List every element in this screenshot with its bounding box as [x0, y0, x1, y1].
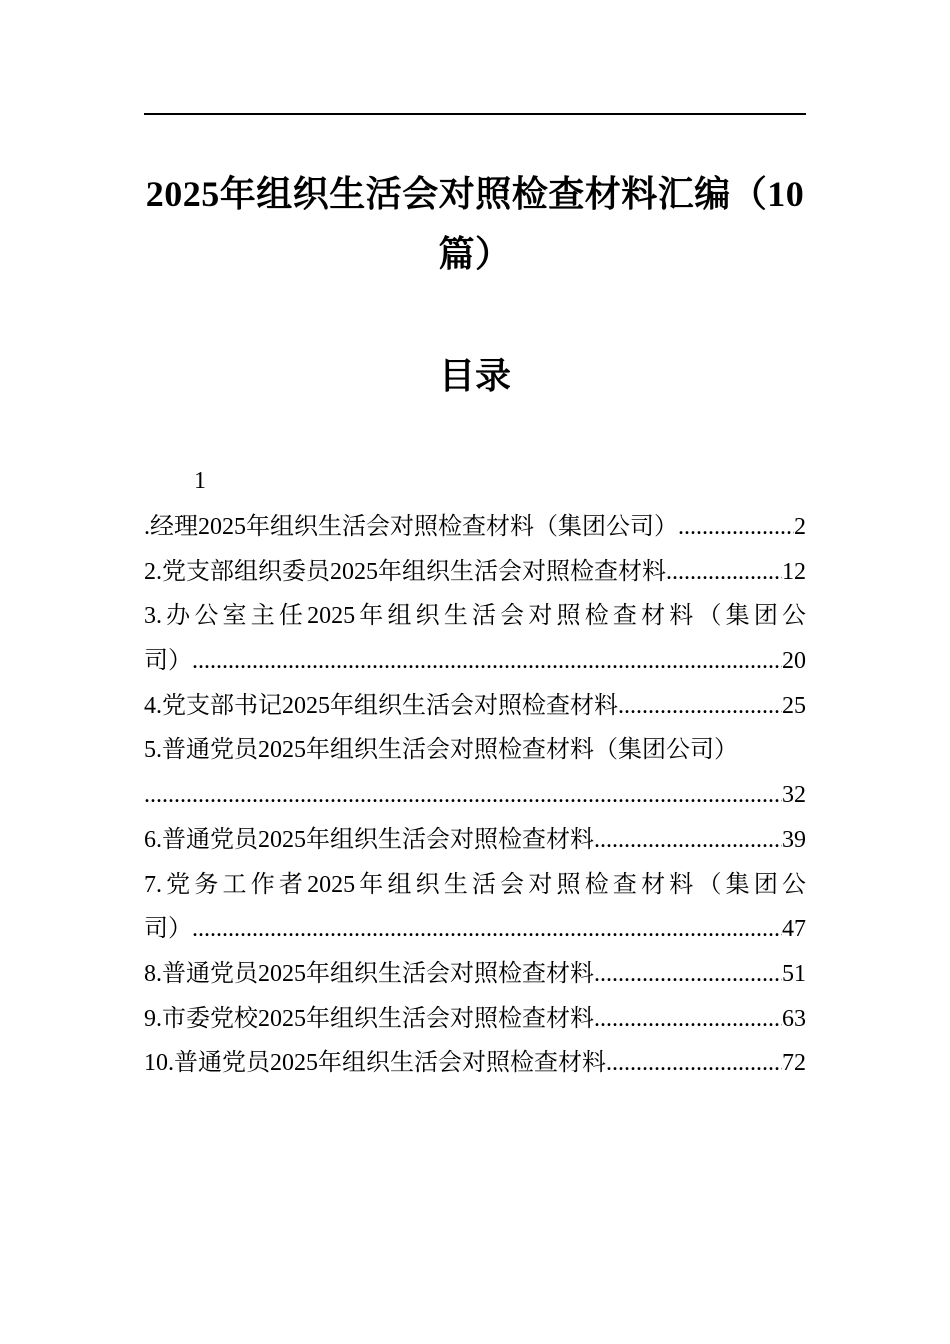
toc-entry-page: 20 [782, 648, 806, 675]
document-title [144, 164, 806, 284]
toc-dot-leader [618, 684, 782, 729]
toc-entry-page: 12 [782, 558, 806, 585]
toc-heading: 目录 [438, 356, 511, 396]
toc-entry-8[interactable] [144, 952, 806, 997]
toc-entry-5-line-1-row[interactable] [144, 728, 806, 773]
toc-entry-1[interactable] [144, 505, 806, 550]
toc-dot-leader [594, 997, 782, 1042]
toc-entry-page: 63 [782, 1005, 806, 1032]
toc-entry-6[interactable] [144, 818, 806, 863]
toc-entry-7-line-1[interactable]: 7.党务工作者2025年组织生活会对照检查材料（集团公 [144, 871, 806, 898]
toc-entry-page: 2 [794, 514, 806, 540]
toc-entry-page: 32 [782, 782, 806, 809]
toc-entry-page: 72 [782, 1050, 806, 1077]
toc-dot-leader [666, 550, 782, 595]
toc-entry-title: 司） [144, 648, 192, 675]
toc-entry-7[interactable] [144, 907, 806, 952]
toc-entry-3-line-1[interactable]: 3.办公室主任2025年组织生活会对照检查材料（集团公 [144, 603, 806, 630]
toc-entry-5[interactable] [144, 773, 806, 818]
toc-lead-number: 1 [194, 468, 206, 494]
toc-entry-page: 51 [782, 960, 806, 987]
toc-entry-page: 47 [782, 916, 806, 943]
toc-entry-title: .经理2025年组织生活会对照检查材料（集团公司） [144, 514, 678, 540]
header-rule [144, 113, 806, 115]
toc-dot-leader [678, 505, 794, 550]
toc-entry-4[interactable] [144, 684, 806, 729]
toc-entry-3[interactable] [144, 639, 806, 684]
toc-dot-leader [192, 907, 782, 952]
toc-dot-leader [192, 639, 782, 684]
toc-entry-2[interactable] [144, 550, 806, 595]
toc-entry-page: 25 [782, 692, 806, 719]
toc-entry-title: 9.市委党校2025年组织生活会对照检查材料 [144, 1005, 594, 1032]
toc-entry-title: 2.党支部组织委员2025年组织生活会对照检查材料 [144, 558, 666, 585]
toc-entry-title: 司） [144, 916, 192, 943]
toc-dot-leader [144, 773, 782, 818]
toc-entry-5-line-1: 5.普通党员2025年组织生活会对照检查材料（集团公司） [144, 737, 738, 764]
toc-entry-title: 6.普通党员2025年组织生活会对照检查材料 [144, 826, 594, 853]
table-of-contents [144, 505, 806, 1086]
toc-dot-leader [594, 952, 782, 997]
document-title-line-1: 2025年组织生活会对照检查材料汇编（10 [145, 174, 805, 214]
toc-entry-page: 39 [782, 826, 806, 853]
toc-dot-leader [606, 1041, 782, 1086]
document-title-line-2: 篇） [438, 234, 512, 274]
toc-dot-leader [594, 818, 782, 863]
toc-entry-title: 4.党支部书记2025年组织生活会对照检查材料 [144, 692, 618, 719]
toc-entry-title: 10.普通党员2025年组织生活会对照检查材料 [144, 1050, 606, 1077]
toc-entry-9[interactable] [144, 997, 806, 1042]
toc-entry-title: 8.普通党员2025年组织生活会对照检查材料 [144, 960, 594, 987]
toc-entry-10[interactable] [144, 1041, 806, 1086]
